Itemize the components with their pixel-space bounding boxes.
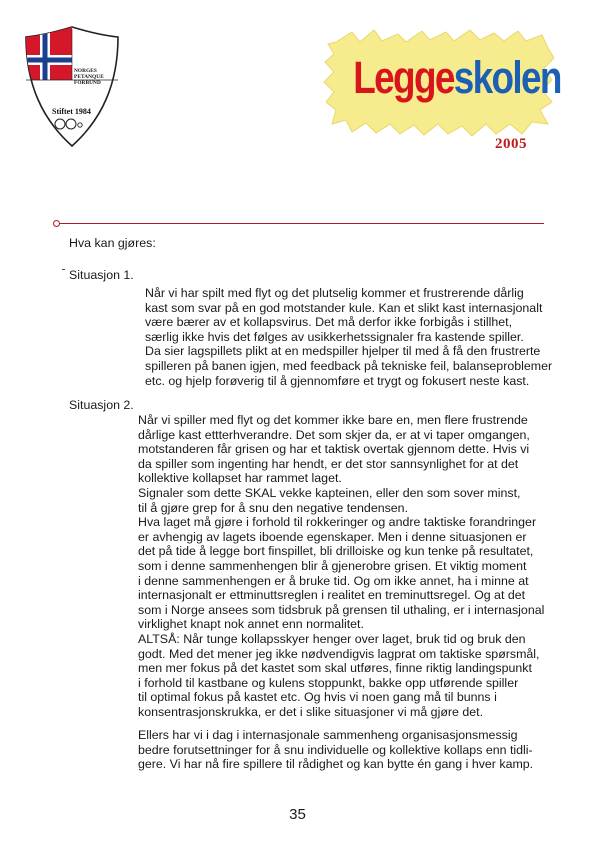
situation-2-label: Situasjon 2. [69,398,134,412]
text-line: særlig ikke hvis det følges av usikkerhetssignaler fra kastende spiller. [145,329,524,344]
logo-founded: Stiftet 1984 [52,107,91,116]
logo-org-name [74,68,119,86]
text-line: er avhengig av lagets iboende egenskaper. Men i denne situasjonen er [138,529,527,544]
text-line: til optimal fokus på kastet etc. Og hvis vi noen gang må til bunns i [138,690,497,705]
text-line: Da sier lagspillets plikt at en medspiller hjelper til med å få den frustrerte [145,344,541,359]
situation-1-label: Situasjon 1. [69,268,134,282]
margin-mark [62,269,65,270]
title-part-a: Legge [353,52,454,103]
text-line: bedre forutsettninger for å snu individuelle og kollektive kollaps enn tidli- [138,742,533,757]
text-line: dårlige kast ettterhverandre. Det som skjer da, er at vi taper omgangen, [138,427,530,442]
text-line: ALTSÅ: Når tunge kollapsskyer henger over laget, bruk tid og bruk den [138,631,526,646]
text-line: godt. Med det mener jeg ikke nødvendigvis lagprat om taktiske spørsmål, [138,646,540,661]
situation-2-text [138,413,544,719]
logo-org-line: FORBUND [74,80,101,86]
closing-paragraph [138,728,533,772]
text-line: kast som svar på en god motstander kule. Kan et slikt kast internasjonalt [145,300,543,315]
text-line: det på tide å legge bort finspillet, bli drilloiske og kun tenke på resultatet, [138,544,534,559]
text-line: Ellers har vi i dag i internasjonale sammenheng organisasjonsmessig [138,728,518,742]
situation-1-text [145,286,552,388]
banner-title [353,52,561,104]
text-line: men mer fokus på det kastet som skal utføres, finne riktig landingspunkt [138,661,532,676]
text-line: internasjonalt er ettminuttsreglen i realitet en treminuttsregel. Og at det [138,588,526,603]
title-part-b: skolen [453,52,561,103]
text-line: være bærer av et kollapsvirus. Det må derfor ikke forbigås i stillhet, [145,315,513,330]
logo-org-line: PETANQUE [74,74,104,80]
text-line: virklighet knapt nok annet enn normalitet. [138,617,364,632]
text-line: motstanderen får grisen og har et taktisk overtak gjennom dette. Hvis vi [138,442,530,457]
text-line: i forhold til kastbane og kulens stoppunkt, bakke opp utførende spiller [138,675,519,690]
header-divider [54,223,544,224]
text-line: kollektive kollapset har rammet laget. [138,471,342,486]
shield-emblem [22,24,122,149]
federation-logo [22,24,122,149]
text-line: som i denne sammenhengen blir å gjenerobre grisen. Et viktig moment [138,558,527,573]
text-line: i denne sammenhengen er å bruke tid. Og om ikke annet, ha i minne at [138,573,529,588]
text-line: gere. Vi har nå fire spillere til rådighet og kan bytte én gang i hver kamp. [138,757,534,772]
text-line: som i Norge ansees som tidsbruk på grensen til uthaling, er i internasjonal [138,602,545,617]
text-line: Når vi har spilt med flyt og det plutselig kommer et frustrerende dårlig [145,286,524,300]
banner-year: 2005 [495,136,527,152]
text-line: Signaler som dette SKAL vekke kapteinen, eller den som sover minst, [138,485,521,500]
divider-dot [53,220,60,227]
text-line: etc. og hjelp forøverig til å gjennomføre et trygt og fokusert neste kast. [145,373,530,388]
title-banner [322,28,561,138]
text-line: da spiller som ingenting har hendt, er det stor sannsynlighet for at det [138,456,519,471]
text-line: til å gjøre grep for å snu den negative tendensen. [138,500,409,515]
page-number: 35 [289,806,306,823]
text-line: Hva laget må gjøre i forhold til rokkeringer og andre taktiske forandringer [138,515,537,530]
text-line: konsentrasjonskrukka, er det i slike situasjoner vi må gjøre det. [138,704,484,719]
text-line: Når vi spiller med flyt og det kommer ikke bare en, men flere frustrende [138,413,528,427]
text-line: spilleren på banen igjen, med feedback på tekniske feil, balanseproblemer [145,358,553,373]
section-heading: Hva kan gjøres: [69,236,156,250]
logo-org-line: NORGES [74,68,97,74]
